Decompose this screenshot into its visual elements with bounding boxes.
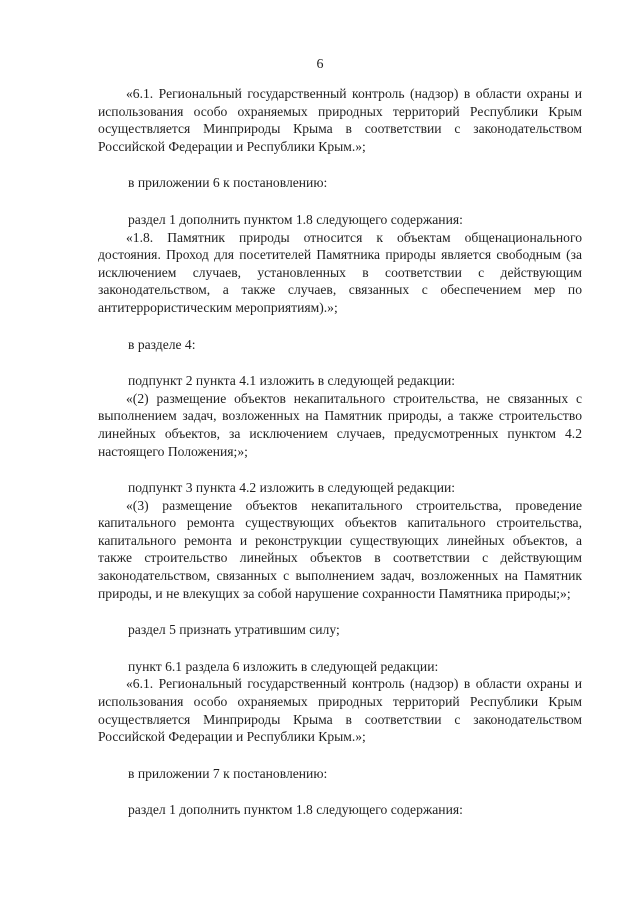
paragraph-section-4: в разделе 4: [128,336,196,352]
document-body [98,85,582,819]
paragraph-appendix-6: в приложении 6 к постановлению: [128,175,328,191]
paragraph-section-1-add: раздел 1 дополнить пунктом 1.8 следующего содержания: [128,211,463,227]
paragraph-subitem-3-4-2: подпункт 3 пункта 4.2 изложить в следующей редакции: [128,480,456,496]
paragraph-section-1-add-appendix-7: раздел 1 дополнить пунктом 1.8 следующего содержания: [128,802,463,818]
paragraph-section-5-void: раздел 5 признать утратившим силу; [128,622,340,638]
paragraph-item-3-placement: «(3) размещение объектов некапитального строительства, проведение капитального ремонта существующих объектов капитального строительства, капитального ремонта и реконструкции существующих линейных объектов, а также строительство линейных объектов в соответствии с действующим законодательством, связанных с выполнением задач, возложенных на Памятник природы, и не влекущих за собой нарушение сохранности Памятника природы;»; [98,497,582,601]
paragraph-subitem-2-4-1: подпункт 2 пункта 4.1 изложить в следующей редакции: [128,373,456,389]
paragraph-item-2-placement: «(2) размещение объектов некапитального строительства, не связанных с выполнением задач, возложенных на Памятник природы, а также строительство линейных объектов, за исключением случаев, предусмотренных пунктом 4.2 настоящего Положения;»; [98,390,582,459]
paragraph-1-8-monument: «1.8. Памятник природы относится к объектам общенационального достояния. Проход для посетителей Памятника природы является свободным (за исключением случаев, установленных в соответствии с действующим законодательством, а также случаев, связанных с обеспечением мер по антитеррористическим мероприятиям).»; [98,229,582,315]
paragraph-6-1-control: «6.1. Региональный государственный контроль (надзор) в области охраны и использования особо охраняемых природных территорий Республики Крым осуществляется Минприроды Крыма в соответствии с законодательством Российской Федерации и Республики Крым.»; [98,86,582,154]
paragraph-item-6-1-section-6: пункт 6.1 раздела 6 изложить в следующей редакции: [128,658,439,674]
page-number: 6 [316,57,324,72]
paragraph-6-1-control-repeat: «6.1. Региональный государственный контроль (надзор) в области охраны и использования особо охраняемых природных территорий Республики Крым осуществляется Минприроды Крыма в соответствии с законодательством Российской Федерации и Республики Крым.»; [98,676,582,745]
paragraph-appendix-7: в приложении 7 к постановлению: [128,765,328,781]
